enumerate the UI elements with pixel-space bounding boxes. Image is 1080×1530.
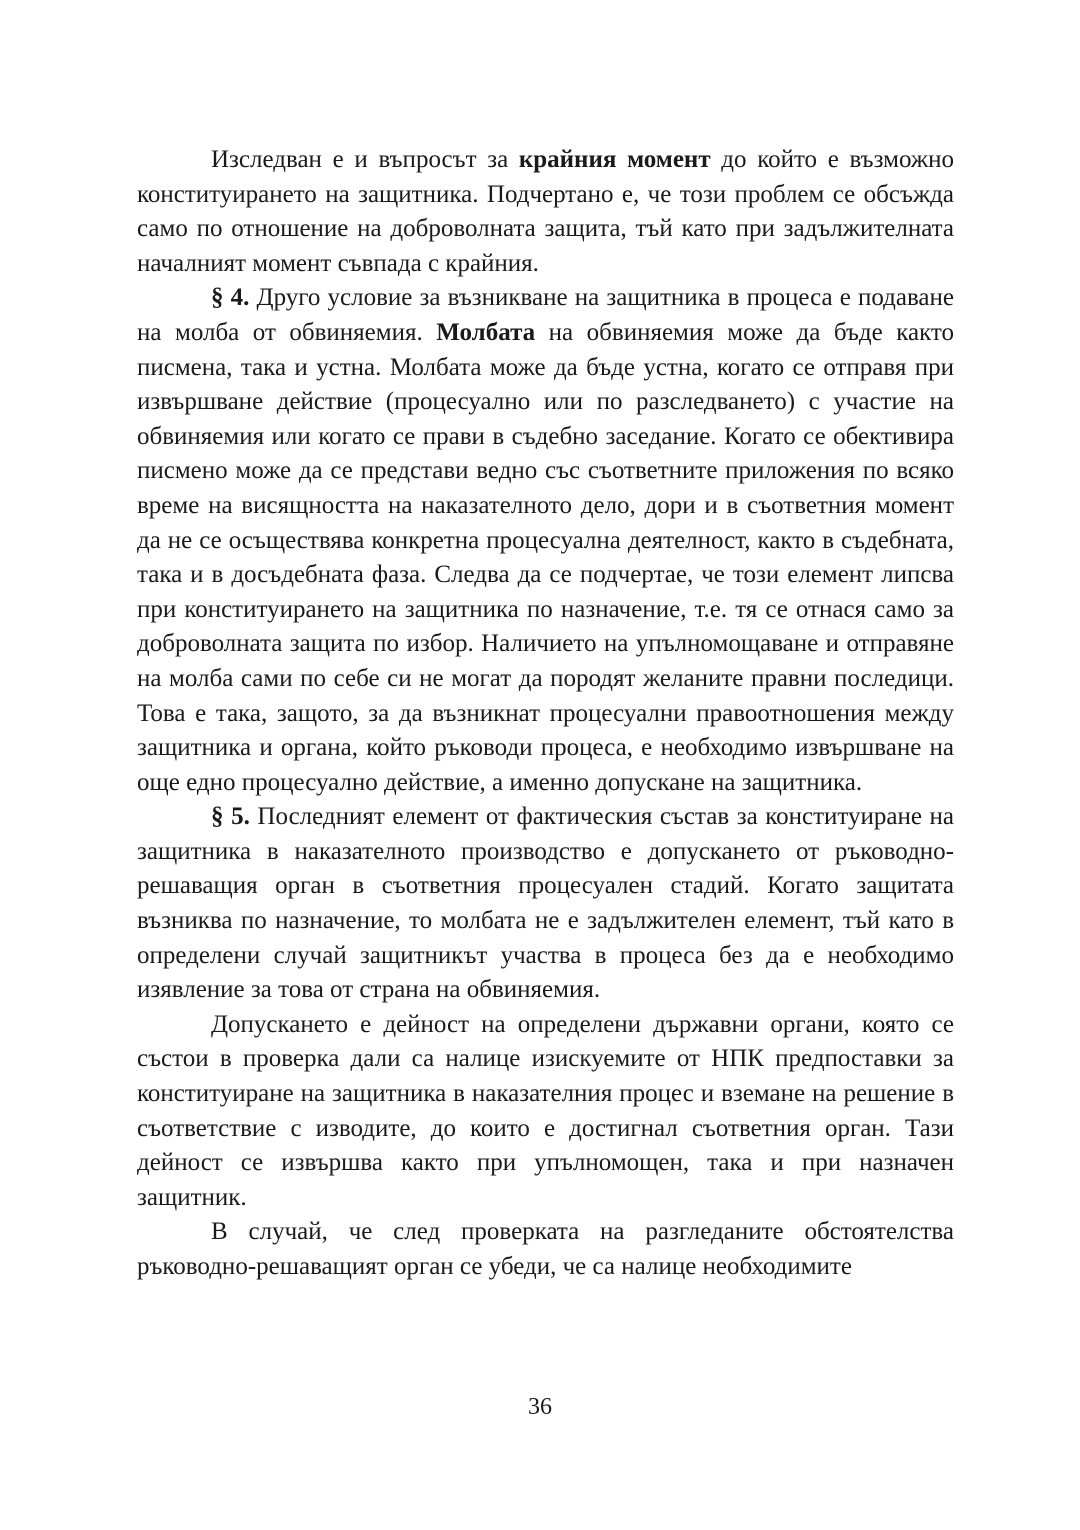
text-run: В случай, че след проверката на разгледаните обстоятелства ръководно-решаващият орган се убеди, че са налице необходимите bbox=[137, 1218, 954, 1280]
bold-term-final-moment: крайния момент bbox=[518, 146, 711, 173]
page-number: 36 bbox=[528, 1394, 552, 1420]
paragraph-section-4 bbox=[137, 281, 954, 800]
section-mark-4: § 4. bbox=[211, 284, 250, 312]
text-run: Последният елемент от фактическия състав за конституиране на защитника в наказателното производство е допускането от ръководно-решаващия орган в съответния процесуален стадий. Когато защитата възниква по назначение, то молбата не е задължителен елемент, тъй като в определени случай защитникът участва в процеса без да е необходимо изявление за това от страна на обвиняемия. bbox=[137, 803, 954, 1004]
paragraph-section-5 bbox=[137, 800, 954, 1008]
text-run: Друго условие за възникване на защитника в процеса е подаване на молба от обвиняемия. bbox=[137, 284, 954, 346]
paragraph-case-check bbox=[137, 1215, 954, 1284]
body-text bbox=[137, 143, 954, 1285]
text-run: Допускането е дейност на определени държавни органи, която се състои в проверка дали са налице изискуемите от НПК предпоставки за конституиране на защитника в наказателния процес и вземане на решение в съответствие с изводите, до които е достигнал съответния орган. Тази дейност се извършва както при упълномощен, така и при назначен защитник. bbox=[137, 1010, 954, 1211]
paragraph-final-moment bbox=[137, 143, 954, 281]
text-run: Изследван е и въпросът за bbox=[211, 146, 519, 173]
text-run: до който е възможно конституирането на защитника. Подчертано е, че този проблем се обсъжда само по отношение на доброволната защита, тъй като при задължителната началният момент съвпада с крайния. bbox=[137, 146, 954, 277]
paragraph-admission bbox=[137, 1008, 954, 1216]
section-mark-5: § 5. bbox=[211, 803, 250, 831]
bold-term-request: Молбата bbox=[436, 318, 536, 346]
text-run: на обвиняемия може да бъде както писмена, така и устна. Молбата може да бъде устна, когато се отправя при извършване действие (процесуално или по разследването) с участие на обвиняемия или когато се прави в съдебно заседание. Когато се обективира писмено може да се представи ведно със съответните приложения по всяко време на висящността на наказателното дело, дори и в съответния момент да не се осъществява конкретна процесуална деятелност, както в съдебната, така и в досъдебната фаза. Следва да се подчертае, че този елемент липсва при конституирането на защитника по назначение, т.е. тя се отнася само за доброволната защита по избор. Наличието на упълномощаване и отправяне на молба сами по себе си не могат да породят желаните правни последици. Това е така, защото, за да възникнат процесуални правоотношения между защитника и органа, който ръководи процеса, е необходимо извършване на още едно процесуално действие, а именно допускане на защитника. bbox=[137, 318, 954, 796]
